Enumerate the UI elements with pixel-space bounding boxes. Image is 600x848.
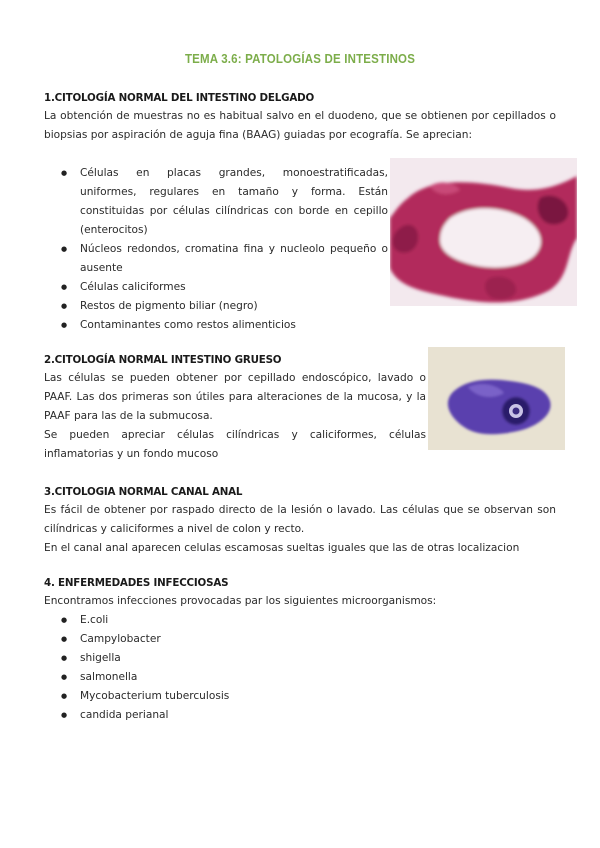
list-item: ● Células caliciformes [44, 278, 388, 297]
section1-intro: La obtención de muestras no es habitual salvo en el duodeno, que se obtienen por cepillados o biopsias por aspiración de aguja fina (BAAG) guiadas por ecografía. Se aprecian: [44, 110, 556, 141]
list-item: ● salmonella [44, 668, 444, 687]
list-item: ● Restos de pigmento biliar (negro) [44, 297, 388, 316]
list-item: ● Mycobacterium tuberculosis [44, 687, 444, 706]
section4-heading: 4. ENFERMEDADES INFECCIOSAS [44, 577, 229, 589]
list-item: ● Núcleos redondos, cromatina fina y nucleolo pequeño o ausente [44, 240, 388, 278]
list-item: ● shigella [44, 649, 444, 668]
section1-bullet-list [44, 164, 388, 335]
section3-paragraph-2: En el canal anal aparecen celulas escamosas sueltas iguales que las de otras localizacion [44, 542, 520, 554]
section1-heading: 1.CITOLOGÍA NORMAL DEL INTESTINO DELGADO [44, 92, 315, 104]
list-item: ● candida perianal [44, 706, 444, 725]
section3-paragraph-1: Es fácil de obtener por raspado directo de la lesión o lavado. Las células que se observan son cilíndricas y caliciformes a nivel de colon y recto. [44, 504, 556, 535]
section2-paragraph-2: Se pueden apreciar células cilíndricas y caliciformes, células inflamatorias y un fondo mucoso [44, 429, 426, 460]
small-intestine-micrograph [390, 158, 577, 306]
large-intestine-micrograph [428, 347, 565, 450]
list-item: ● E.coli [44, 611, 444, 630]
list-item: ● Contaminantes como restos alimenticios [44, 316, 388, 335]
section3-heading: 3.CITOLOGIA NORMAL CANAL ANAL [44, 486, 243, 498]
list-item: ● Campylobacter [44, 630, 444, 649]
page-title: TEMA 3.6: PATOLOGÍAS DE INTESTINOS [184, 52, 416, 66]
section2-paragraph-1: Las células se pueden obtener por cepillado endoscópico, lavado o PAAF. Las dos primeras son útiles para alteraciones de la mucosa, y la PAAF para las de la submucosa. [44, 372, 426, 422]
section4-intro: Encontramos infecciones provocadas par los siguientes microorganismos: [44, 595, 437, 607]
list-item: ● Células en placas grandes, monoestratificadas, uniformes, regulares en tamaño y forma. Están constituidas por células cilíndricas con borde en cepillo (enterocitos) [44, 164, 388, 240]
section4-bullet-list [44, 611, 444, 725]
section2-heading: 2.CITOLOGÍA NORMAL INTESTINO GRUESO [44, 354, 282, 366]
